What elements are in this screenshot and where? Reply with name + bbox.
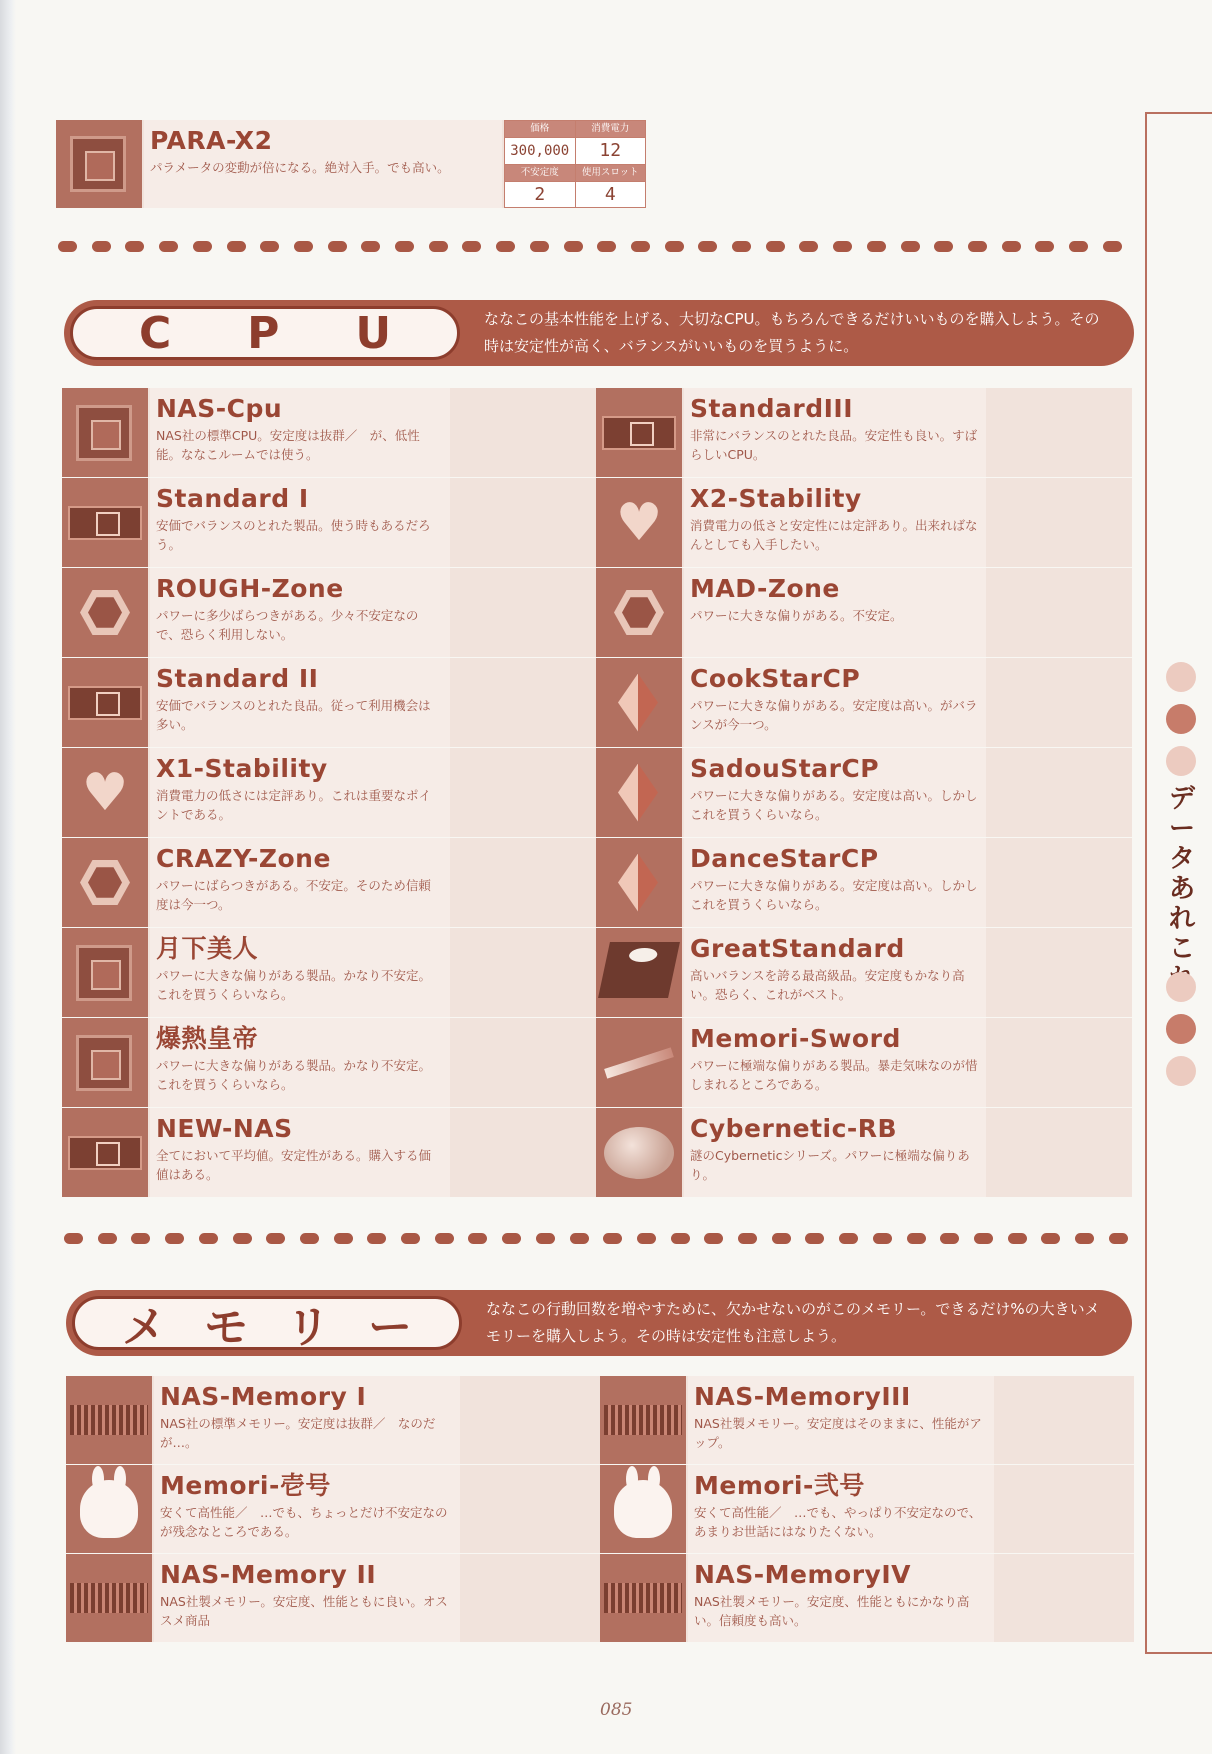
item-description: パラメータの変動が倍になる。絶対入手。でも高い。 <box>150 160 450 175</box>
binding-edge <box>0 0 16 1754</box>
item-name: GreatStandard <box>690 934 905 963</box>
separator-dot <box>1008 1233 1027 1244</box>
item-card-para-x2 <box>56 120 639 208</box>
separator-dot <box>968 241 987 252</box>
item-description: パワーに大きな偏りがある。安定度は高い。しかしこれを買うくらいなら。 <box>690 878 978 912</box>
item-thumbnail <box>596 658 682 747</box>
separator-dot <box>361 241 380 252</box>
diamond-icon <box>618 674 658 732</box>
separator-dot <box>597 241 616 252</box>
item-card <box>62 658 596 747</box>
item-description: 消費電力の低さと安定性には定評あり。出来ればなんとしても入手したい。 <box>690 518 978 552</box>
separator-dot <box>300 1233 319 1244</box>
item-thumbnail <box>600 1554 686 1642</box>
separator-dot <box>637 1233 656 1244</box>
item-name: 月下美人 <box>156 934 259 963</box>
item-thumbnail <box>62 748 148 837</box>
item-text <box>684 748 986 837</box>
separator-dot <box>294 241 313 252</box>
stat-value: 2 <box>505 182 575 208</box>
separator-dot <box>530 241 549 252</box>
separator-dot <box>839 1233 858 1244</box>
board-icon <box>68 686 142 720</box>
item-name: NAS-MemoryIV <box>694 1560 911 1589</box>
item-text <box>688 1376 994 1464</box>
separator-dot <box>328 241 347 252</box>
separator-dot <box>401 1233 420 1244</box>
tab-dot <box>1166 1014 1196 1044</box>
item-card <box>62 568 596 657</box>
item-card <box>600 1376 1134 1464</box>
item-description: 安価でバランスのとれた製品。使う時もあるだろう。 <box>156 518 431 552</box>
item-text <box>150 388 450 477</box>
dimm-icon <box>604 1583 682 1613</box>
item-card <box>596 928 1132 1017</box>
item-stats <box>504 120 646 208</box>
item-description: NAS社の標準CPU。安定度は抜群／ が、低性能。ななこルームでは使う。 <box>156 428 420 462</box>
section-intro: ななこの行動回数を増やすために、欠かせないのがこのメモリー。できるだけ%の大きいメモリーを購入しよう。その時は安定性も注意しよう。 <box>486 1300 1100 1345</box>
separator-dot <box>704 1233 723 1244</box>
title-char: モ <box>204 1302 248 1353</box>
item-thumbnail <box>62 568 148 657</box>
separator-dot <box>671 1233 690 1244</box>
item-thumbnail <box>596 1018 682 1107</box>
section-intro: ななこの基本性能を上げる、大切なCPU。もちろんできるだけいいものを購入しよう。その時は安定性が高く、バランスがいいものを買うように。 <box>484 310 1100 355</box>
section-header-memory <box>66 1290 1132 1356</box>
separator-dot <box>1075 1233 1094 1244</box>
chip-icon <box>76 945 132 1001</box>
bunny-icon <box>80 1480 138 1538</box>
section-title <box>72 1296 462 1353</box>
separator-dot <box>496 241 515 252</box>
item-description: NAS社の標準メモリー。安定度は抜群／ なのだが…。 <box>160 1416 436 1450</box>
separator-dot <box>468 1233 487 1244</box>
item-description: パワーに大きな偏りがある。安定度は高い。しかしこれを買うくらいなら。 <box>690 788 978 822</box>
title-char: リ <box>286 1302 330 1353</box>
separator-dot <box>462 241 481 252</box>
separator-dot <box>131 1233 150 1244</box>
separator-dot <box>934 241 953 252</box>
item-name: Memori-Sword <box>690 1024 901 1053</box>
item-card <box>596 478 1132 567</box>
separator-dot <box>799 241 818 252</box>
item-description: パワーに大きな偏りがある。安定度は高い。がバランスが今一つ。 <box>690 698 978 732</box>
item-description: NAS社製メモリー。安定度、性能ともにかなり高い。信頼度も高い。 <box>694 1594 970 1628</box>
separator-dot <box>665 241 684 252</box>
separator-dot <box>772 1233 791 1244</box>
stat-label: 使用スロット <box>576 165 646 181</box>
item-description: 全てにおいて平均値。安定性がある。購入する価値はある。 <box>156 1148 432 1182</box>
separator-dots <box>58 241 1122 253</box>
item-card <box>66 1376 600 1464</box>
item-name: NEW-NAS <box>156 1114 293 1143</box>
separator-dot <box>873 1233 892 1244</box>
separator-dot <box>395 241 414 252</box>
item-text <box>684 1108 986 1197</box>
brain-icon <box>604 1127 674 1179</box>
item-description: パワーにばらつきがある。不安定。そのため信頼度は今一つ。 <box>156 878 431 912</box>
separator-dot <box>98 1233 117 1244</box>
separator-dot <box>1109 1233 1128 1244</box>
stat-label: 不安定度 <box>505 165 575 181</box>
separator-dot <box>502 1233 521 1244</box>
dimm-icon <box>604 1405 682 1435</box>
item-text <box>684 838 986 927</box>
item-name: SadouStarCP <box>690 754 880 783</box>
item-thumbnail <box>62 388 148 477</box>
item-card <box>596 1108 1132 1197</box>
separator-dot <box>732 241 751 252</box>
item-thumbnail <box>62 1018 148 1107</box>
separator-dot <box>429 241 448 252</box>
chip-icon <box>70 136 126 192</box>
item-text <box>684 478 986 567</box>
separator-dot <box>603 1233 622 1244</box>
diamond-icon <box>618 764 658 822</box>
hex-icon <box>614 588 664 638</box>
hex-icon <box>80 588 130 638</box>
item-thumbnail <box>596 388 682 477</box>
item-thumbnail <box>596 748 682 837</box>
dimm-icon <box>70 1405 148 1435</box>
item-text <box>684 388 986 477</box>
separator-dot <box>698 241 717 252</box>
item-description: 消費電力の低さには定評あり。これは重要なポイントである。 <box>156 788 432 822</box>
item-thumbnail <box>62 928 148 1017</box>
separator-dot <box>367 1233 386 1244</box>
item-thumbnail <box>600 1465 686 1553</box>
item-name: CRAZY-Zone <box>156 844 331 873</box>
item-description: パワーに大きな偏りがある製品。かなり不安定。これを買うくらいなら。 <box>156 1058 432 1092</box>
heart-icon: ♥ <box>615 492 663 553</box>
separator-dot <box>260 241 279 252</box>
separator-dot <box>199 1233 218 1244</box>
cookie-icon <box>598 942 680 998</box>
item-text <box>688 1465 994 1553</box>
stat-value: 12 <box>576 138 646 164</box>
board-icon <box>68 506 142 540</box>
separator-dot <box>738 1233 757 1244</box>
item-text <box>154 1554 460 1642</box>
item-description: 安価でバランスのとれた良品。従って利用機会は多い。 <box>156 698 431 732</box>
item-thumbnail <box>66 1554 152 1642</box>
item-thumbnail <box>596 478 682 567</box>
separator-dot <box>193 241 212 252</box>
diamond-icon <box>618 854 658 912</box>
item-card <box>62 478 596 567</box>
item-thumbnail <box>596 1108 682 1197</box>
item-thumbnail <box>66 1465 152 1553</box>
separator-dot <box>58 241 77 252</box>
stat-value: 4 <box>576 182 646 208</box>
title-char: C <box>138 307 172 359</box>
board-icon <box>68 1136 142 1170</box>
item-text <box>150 1108 450 1197</box>
title-char: ー <box>368 1302 412 1353</box>
item-name: DanceStarCP <box>690 844 879 873</box>
item-text <box>150 748 450 837</box>
item-name: NAS-Memory I <box>160 1382 367 1411</box>
item-card <box>62 748 596 837</box>
chip-icon <box>76 405 132 461</box>
separator-dot <box>833 241 852 252</box>
separator-dot <box>570 1233 589 1244</box>
item-description: NAS社製メモリー。安定度はそのままに、性能がアップ。 <box>694 1416 982 1450</box>
separator-dot <box>64 1233 83 1244</box>
board-icon <box>602 416 676 450</box>
separator-dot <box>334 1233 353 1244</box>
item-text <box>684 568 986 657</box>
separator-dot <box>631 241 650 252</box>
item-card <box>600 1554 1134 1642</box>
separator-dot <box>536 1233 555 1244</box>
item-text <box>150 478 450 567</box>
separator-dot <box>125 241 144 252</box>
separator-dot <box>901 241 920 252</box>
item-thumbnail <box>62 658 148 747</box>
item-name: Standard II <box>156 664 319 693</box>
separator-dot <box>1069 241 1088 252</box>
item-name: X1-Stability <box>156 754 328 783</box>
dimm-icon <box>70 1583 148 1613</box>
stat-value: 300,000 <box>505 138 575 164</box>
item-thumbnail <box>596 928 682 1017</box>
item-name: Cybernetic-RB <box>690 1114 898 1143</box>
separator-dot <box>766 241 785 252</box>
item-text <box>684 928 986 1017</box>
item-name: MAD-Zone <box>690 574 840 603</box>
bunny-icon <box>614 1480 672 1538</box>
item-name: X2-Stability <box>690 484 862 513</box>
separator-dot <box>1002 241 1021 252</box>
item-name: StandardIII <box>690 394 854 423</box>
item-name: NAS-Memory II <box>160 1560 377 1589</box>
item-description: 安くて高性能／ …でも、やっぱり不安定なので、あまりお世話にはなりたくない。 <box>694 1505 982 1539</box>
tab-dot <box>1166 972 1196 1002</box>
item-card <box>62 1108 596 1197</box>
item-text <box>150 658 450 747</box>
separator-dot <box>1041 1233 1060 1244</box>
item-text <box>150 928 450 1017</box>
item-card <box>66 1465 600 1553</box>
item-name: NAS-Cpu <box>156 394 283 423</box>
separator-dot <box>233 1233 252 1244</box>
tab-dot <box>1166 1056 1196 1086</box>
separator-dot <box>940 1233 959 1244</box>
item-card <box>600 1465 1134 1553</box>
separator-dot <box>805 1233 824 1244</box>
item-thumbnail <box>62 838 148 927</box>
item-description: パワーに多少ばらつきがある。少々不安定なので、恐らく利用しない。 <box>156 608 419 642</box>
item-card <box>62 928 596 1017</box>
section-title <box>70 306 460 360</box>
item-description: パワーに大きな偏りがある。不安定。 <box>690 608 903 623</box>
tab-dot <box>1166 746 1196 776</box>
item-description: 安くて高性能／ …でも、ちょっとだけ不安定なのが残念なところである。 <box>160 1505 448 1539</box>
separator-dot <box>1035 241 1054 252</box>
item-card <box>596 388 1132 477</box>
item-thumbnail <box>600 1376 686 1464</box>
hex-icon <box>80 858 130 908</box>
section-header-cpu <box>64 300 1134 366</box>
page-number: 085 <box>600 1700 633 1720</box>
item-text <box>688 1554 994 1642</box>
item-name: ROUGH-Zone <box>156 574 344 603</box>
separator-dot <box>1103 241 1122 252</box>
separator-dot <box>564 241 583 252</box>
item-card <box>62 838 596 927</box>
item-card <box>596 658 1132 747</box>
separator-dot <box>435 1233 454 1244</box>
separator-dots <box>64 1233 1128 1245</box>
separator-dot <box>867 241 886 252</box>
stat-label: 消費電力 <box>576 121 646 137</box>
item-card <box>596 568 1132 657</box>
separator-dot <box>92 241 111 252</box>
item-description: 謎のCyberneticシリーズ。パワーに極端な偏りあり。 <box>690 1148 970 1182</box>
item-card <box>596 838 1132 927</box>
title-char: U <box>355 307 392 359</box>
heart-icon: ♥ <box>81 762 129 823</box>
separator-dot <box>907 1233 926 1244</box>
separator-dot <box>266 1233 285 1244</box>
separator-dot <box>227 241 246 252</box>
item-text <box>150 838 450 927</box>
item-thumbnail <box>596 838 682 927</box>
item-description: NAS社製メモリー。安定度、性能ともに良い。オススメ商品 <box>160 1594 448 1628</box>
title-char: メ <box>122 1302 166 1353</box>
item-thumbnail <box>62 478 148 567</box>
title-char: P <box>247 307 280 359</box>
item-card <box>62 388 596 477</box>
item-thumbnail <box>62 1108 148 1197</box>
item-text <box>684 658 986 747</box>
item-name: Memori-弐号 <box>694 1471 865 1500</box>
tab-dot <box>1166 662 1196 692</box>
separator-dot <box>159 241 178 252</box>
item-text <box>684 1018 986 1107</box>
item-card <box>66 1554 600 1642</box>
item-name: CookStarCP <box>690 664 861 693</box>
item-text <box>154 1465 460 1553</box>
item-thumbnail <box>56 120 142 208</box>
item-name: Memori-壱号 <box>160 1471 331 1500</box>
index-tab-label: データあれこ <box>1168 784 1195 964</box>
item-card <box>62 1018 596 1107</box>
item-name: PARA-X2 <box>150 126 273 155</box>
item-description: パワーに極端な偏りがある製品。暴走気味なのが惜しまれるところである。 <box>690 1058 978 1092</box>
item-name: 爆熱皇帝 <box>156 1024 259 1053</box>
stat-label: 価格 <box>505 121 575 137</box>
item-text <box>154 1376 460 1464</box>
item-card <box>596 748 1132 837</box>
item-name: Standard I <box>156 484 309 513</box>
separator-dot <box>165 1233 184 1244</box>
separator-dot <box>974 1233 993 1244</box>
item-thumbnail <box>596 568 682 657</box>
sword-icon <box>604 1047 674 1078</box>
item-card <box>596 1018 1132 1107</box>
item-description: パワーに大きな偏りがある製品。かなり不安定。これを買うくらいなら。 <box>156 968 432 1002</box>
chip-icon <box>76 1035 132 1091</box>
item-description: 非常にバランスのとれた良品。安定性も良い。すばらしいCPU。 <box>690 428 978 462</box>
item-text <box>150 568 450 657</box>
tab-dot <box>1166 704 1196 734</box>
item-name: NAS-MemoryIII <box>694 1382 911 1411</box>
item-thumbnail <box>66 1376 152 1464</box>
item-description: 高いバランスを誇る最高級品。安定度もかなり高い。恐らく、これがベスト。 <box>690 968 965 1002</box>
item-text <box>150 1018 450 1107</box>
